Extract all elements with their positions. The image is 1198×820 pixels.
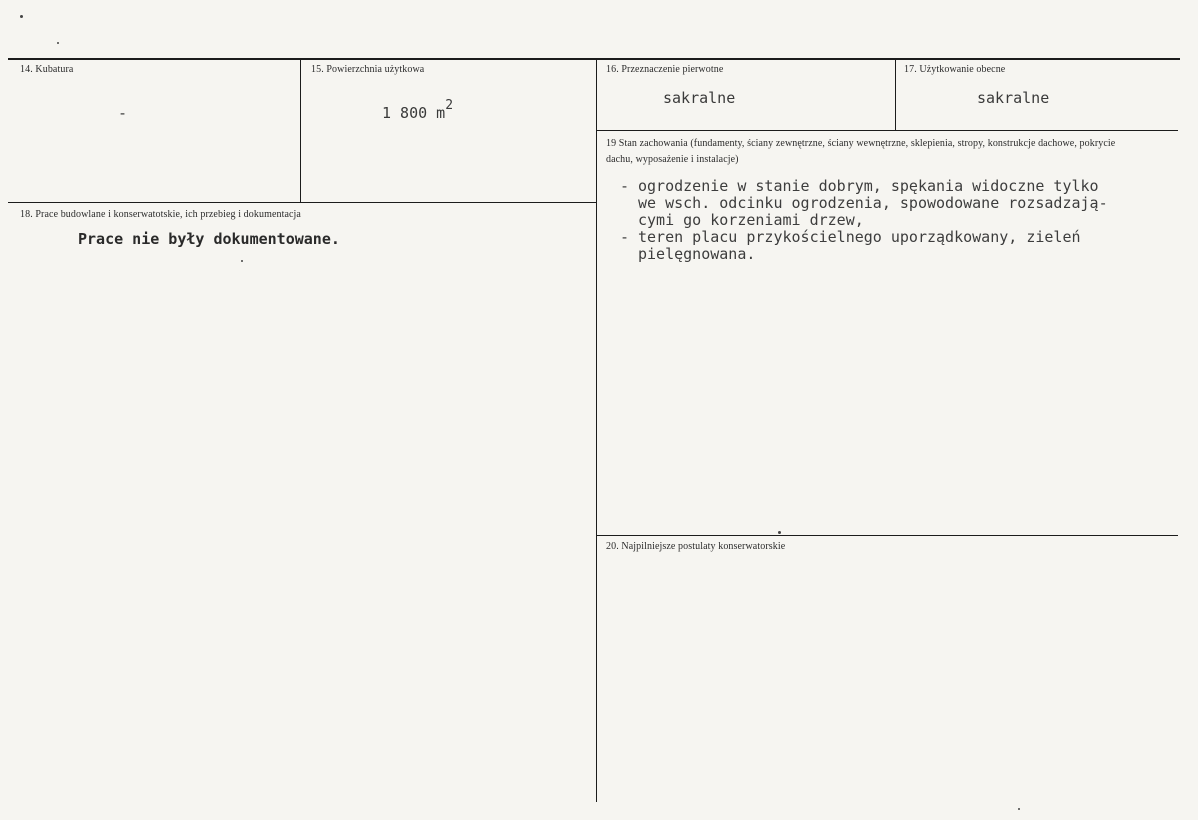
field-19-label: 19 Stan zachowania (fundamenty, ściany zewnętrzne, ściany wewnętrzne, sklepienia, stropy, konstrukcje dachowe, pokrycie dachu, wyposażenie i instalacje) <box>606 138 1116 165</box>
divider-16-17 <box>895 60 896 130</box>
divider-14-15 <box>300 60 301 202</box>
list-item: - ogrodzenie w stanie dobrym, spękania widoczne tylko we wsch. odcinku ogrodzenia, spowodowane rozsadzają- cymi go korzeniami drzew, <box>620 178 1108 229</box>
scan-speck <box>57 42 59 44</box>
field-20-label: 20. Najpilniejsze postulaty konserwatorskie <box>606 541 786 552</box>
field-17-value: sakralne <box>977 89 1050 107</box>
divider-left-right <box>596 60 597 802</box>
field-14-label: 14. Kubatura <box>20 64 74 75</box>
field-16-value: sakralne <box>663 89 736 107</box>
field-19-list <box>620 178 1108 263</box>
rule-under-19 <box>596 535 1178 536</box>
field-15-value <box>382 98 454 122</box>
field-18-value: Prace nie były dokumentowane. <box>78 230 340 248</box>
scan-speck <box>778 531 781 534</box>
field-14-value: - <box>118 104 128 122</box>
rule-under-16-17 <box>596 130 1178 131</box>
rule-under-14-15 <box>8 202 596 203</box>
field-15-number: 1 800 m <box>382 104 446 122</box>
scan-speck <box>20 15 23 18</box>
field-16-label: 16. Przeznaczenie pierwotne <box>606 64 724 75</box>
field-15-superscript: 2 <box>445 98 454 113</box>
field-15-label: 15. Powierzchnia użytkowa <box>311 64 425 75</box>
field-18-label: 18. Prace budowlane i konserwatotskie, ich przebieg i dokumentacja <box>20 209 301 220</box>
scan-speck <box>1018 808 1020 810</box>
top-rule <box>8 58 1180 60</box>
list-item: - teren placu przykościelnego uporządkowany, zieleń pielęgnowana. <box>620 229 1108 263</box>
scan-speck <box>241 260 243 262</box>
field-17-label: 17. Użytkowanie obecne <box>904 64 1006 75</box>
